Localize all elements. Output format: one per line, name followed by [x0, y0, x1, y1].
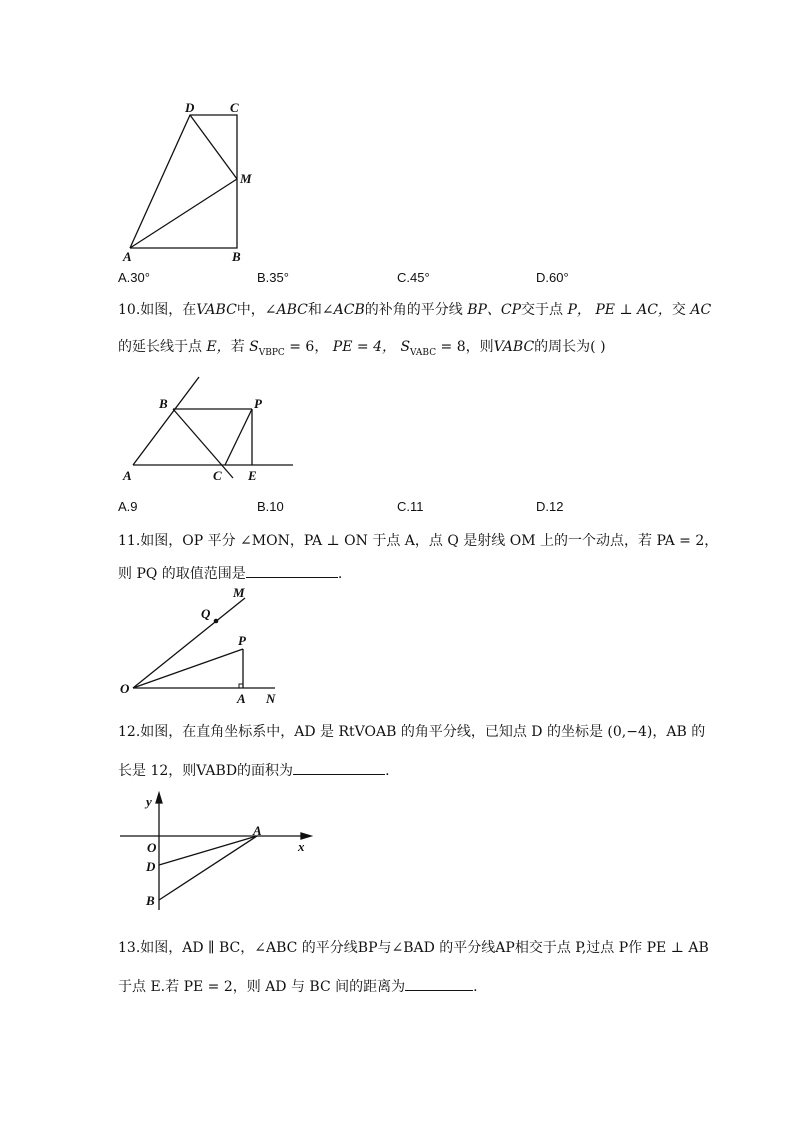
q11-ray-om: [133, 598, 245, 688]
q11-label-a: A: [237, 691, 246, 706]
q10-option-d[interactable]: D.12: [536, 499, 564, 514]
q11-line1: 11.如图，OP 平分 ∠MON，PA ⊥ ON 于点 A，点 Q 是射线 OM 上的一个动点，若 PA = 2，: [118, 533, 719, 549]
q10-line2-d: 的周长为( ): [534, 339, 606, 355]
q10-mid1: 中，: [236, 302, 265, 318]
q10-s1: S: [249, 339, 259, 355]
q10-option-c[interactable]: C.11: [397, 499, 424, 514]
q11-line2-text: 则 PQ 的取值范围是: [118, 566, 246, 582]
q10-tri: VABC: [196, 302, 237, 318]
q10-line2-c: 则: [479, 339, 494, 355]
q13-line2-end: .: [473, 979, 478, 995]
q10-line-cp: [225, 409, 252, 465]
q13-line2-text: 于点 E.若 PE = 2，则 AD 与 BC 间的距离为: [118, 979, 406, 995]
q9-option-a[interactable]: A.30°: [118, 270, 150, 285]
q10-label-p: P: [254, 396, 262, 411]
q10-end: 交: [671, 302, 686, 318]
q10-bpcp: BP、CP: [467, 302, 522, 318]
q10-line2: [118, 337, 606, 363]
q10-line2-b: 若: [230, 339, 245, 355]
q11-answer-blank[interactable]: [246, 563, 338, 578]
q12-line1: 12.如图，在直角坐标系中，AD 是 RtVOAB 的角平分线，已知点 D 的坐标是 (0,−4)，AB 的: [118, 724, 706, 740]
q12-label-a: A: [253, 823, 262, 838]
q10-line2-a: 的延长线于点: [118, 339, 202, 355]
q10-s2: S: [400, 339, 411, 355]
q9-option-c[interactable]: C.45°: [397, 270, 430, 285]
q10-label-e: E: [248, 468, 257, 483]
q9-option-b[interactable]: B.35°: [257, 270, 289, 285]
q10-label-a: A: [123, 468, 132, 483]
q13-line1: 13.如图，AD ∥ BC，∠ABC 的平分线BP与∠BAD 的平分线AP相交于点 P,过点 P作 PE ⊥ AB: [118, 940, 709, 956]
q9-line-dm: [190, 115, 237, 179]
q12-line-ab: [159, 836, 257, 900]
q13-answer-blank[interactable]: [405, 976, 473, 991]
q10-figure: [115, 372, 305, 487]
q9-option-d[interactable]: D.60°: [536, 270, 569, 285]
q11-label-p: P: [238, 633, 246, 648]
q10-s1-val: = 6，: [284, 339, 329, 355]
q9-shape: [130, 115, 237, 248]
q12-line2-text: 长是 12，则VABD的面积为: [118, 763, 294, 779]
q12-label-d: D: [146, 859, 156, 874]
q11-label-o: O: [120, 681, 130, 696]
q11-label-m: M: [233, 585, 245, 600]
q10-line-ab-ext: [133, 377, 199, 465]
q10-perp: PE ⊥ AC，: [595, 302, 672, 318]
q10-s2-sub: VABC: [410, 347, 437, 358]
q10-mid3: 交于点: [521, 302, 564, 318]
q10-option-a[interactable]: A.9: [118, 499, 138, 514]
q9-figure: [115, 95, 265, 265]
q11-line2-end: .: [337, 566, 343, 582]
q12-label-o: O: [147, 840, 157, 855]
q12-figure: [115, 788, 315, 918]
q9-label-b: B: [232, 249, 241, 264]
q11-label-n: N: [266, 691, 276, 706]
q10-line1: [118, 300, 711, 320]
q12-label-b: B: [146, 893, 155, 908]
q10-angle2: ∠ACB: [321, 302, 365, 318]
q10-point-e: E，: [206, 339, 231, 355]
q10-point-p: P，: [567, 302, 591, 318]
q10-s2-val: = 8，: [436, 339, 480, 355]
q12-label-x: x: [298, 839, 305, 854]
q11-line2: [118, 563, 342, 584]
q11-figure: [115, 583, 290, 708]
q10-angle1: ∠ABC: [264, 302, 308, 318]
q12-line2: [118, 760, 390, 781]
q11-label-q: Q: [201, 606, 211, 621]
q11-point-q: [214, 619, 219, 624]
q12-label-y: y: [146, 794, 152, 809]
q10-tri2: VABC: [493, 339, 535, 355]
q13-line2: [118, 976, 478, 997]
q10-and: 和: [307, 302, 322, 318]
q12-line2-end: .: [385, 763, 390, 779]
q12-line-ad: [159, 836, 257, 865]
q12-answer-blank[interactable]: [293, 760, 385, 775]
q12-y-arrow: [156, 793, 162, 803]
q10-mid2: 的补角的平分线: [364, 302, 463, 318]
q9-label-d: D: [185, 100, 195, 115]
q11-line-op: [133, 649, 243, 688]
q10-label-b: B: [159, 396, 168, 411]
q10-label-c: C: [213, 468, 222, 483]
q9-label-m: M: [240, 171, 252, 186]
q10-s1-sub: VBPC: [258, 347, 285, 358]
q10-option-b[interactable]: B.10: [257, 499, 284, 514]
q9-label-a: A: [123, 249, 132, 264]
q10-prefix: 10.如图，在: [118, 302, 197, 318]
q10-pe: PE = 4，: [332, 339, 396, 355]
q9-label-c: C: [230, 100, 239, 115]
q10-ac: AC: [690, 302, 712, 318]
q10-line-bc: [173, 409, 233, 478]
